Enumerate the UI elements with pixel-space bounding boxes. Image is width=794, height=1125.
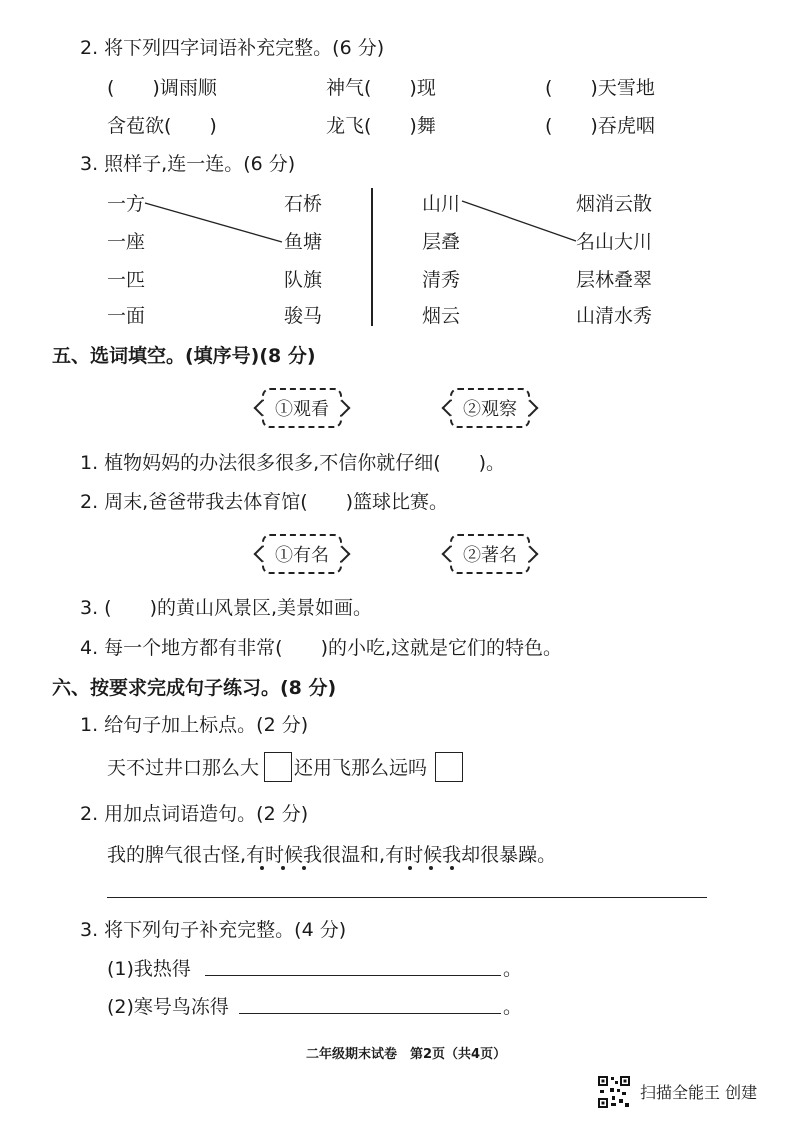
punctuation-box[interactable] [435, 752, 463, 782]
sec6-q1-title: 1. 给句子加上标点。(2 分) [80, 714, 309, 736]
emphasis-dot [429, 866, 433, 870]
match-right-word: 山川 [422, 193, 461, 215]
scanner-watermark: 扫描全能王 创建 [640, 1083, 758, 1102]
emphasis-dot [260, 866, 264, 870]
q2-item-1: ( )调雨顺 [107, 77, 217, 99]
match-right-word: 烟云 [422, 305, 461, 327]
match-left-word: 一面 [107, 305, 146, 327]
word-option: ②观察 [463, 399, 517, 420]
word-option-box [450, 388, 530, 428]
punctuation-box[interactable] [264, 752, 292, 782]
match-left-target: 鱼塘 [284, 231, 323, 253]
word-option: ①观看 [275, 399, 329, 420]
sec6-q3-title: 3. 将下列句子补充完整。(4 分) [80, 919, 347, 941]
match-left-word: 一方 [107, 193, 146, 215]
match-left-target: 骏马 [284, 305, 323, 327]
sec5-q1: 1. 植物妈妈的办法很多很多,不信你就仔细( )。 [80, 452, 506, 474]
q2-title: 2. 将下列四字词语补充完整。(6 分) [80, 37, 385, 59]
q2-item-3: ( )天雪地 [545, 77, 655, 99]
emphasis-dot [302, 866, 306, 870]
answer-line[interactable] [107, 897, 707, 898]
sec5-title: 五、选词填空。(填序号)(8 分) [52, 345, 316, 367]
q3-period: 。 [503, 996, 523, 1018]
word-option-box [262, 534, 342, 574]
match-right-target: 烟消云散 [576, 193, 653, 215]
match-right-target: 名山大川 [576, 231, 653, 253]
match-right-word: 层叠 [422, 231, 461, 253]
sec6-q2-title: 2. 用加点词语造句。(2 分) [80, 803, 309, 825]
answer-line[interactable] [205, 975, 501, 976]
punct-sentence-part2: 还用飞那么远吗 [294, 757, 428, 779]
match-left-word: 一匹 [107, 269, 146, 291]
word-option-box [262, 388, 342, 428]
match-right-word: 清秀 [422, 269, 461, 291]
page-footer: 二年级期末试卷 第2页（共4页） [306, 1047, 507, 1062]
sec5-q3: 3. ( )的黄山风景区,美景如画。 [80, 597, 373, 619]
emphasis-dot [408, 866, 412, 870]
emphasis-dot [450, 866, 454, 870]
q2-item-2: 神气( )现 [326, 77, 436, 99]
example-line-left [145, 203, 282, 242]
word-option: ①有名 [275, 545, 329, 566]
q3-period: 。 [503, 958, 523, 980]
answer-line[interactable] [239, 1013, 501, 1014]
match-left-target: 队旗 [284, 269, 323, 291]
sec5-q2: 2. 周末,爸爸带我去体育馆( )篮球比赛。 [80, 491, 449, 513]
qr-code-icon [597, 1075, 631, 1109]
q2-example-sentence: 我的脾气很古怪,有时候我很温和,有时候我却很暴躁。 [107, 844, 557, 866]
matching-lines [0, 0, 794, 340]
word-option: ②著名 [463, 545, 517, 566]
q2-item-5: 龙飞( )舞 [326, 115, 436, 137]
match-right-target: 层林叠翠 [576, 269, 653, 291]
emphasis-dot [281, 866, 285, 870]
match-left-target: 石桥 [284, 193, 323, 215]
word-option-box [450, 534, 530, 574]
match-left-word: 一座 [107, 231, 146, 253]
q2-item-4: 含苞欲( ) [107, 115, 217, 137]
punct-sentence-part1: 天不过井口那么大 [107, 757, 260, 779]
q3-item-b: (2)寒号鸟冻得 [107, 996, 229, 1018]
q3-item-a: (1)我热得 [107, 958, 191, 980]
match-right-target: 山清水秀 [576, 305, 653, 327]
q3-title: 3. 照样子,连一连。(6 分) [80, 153, 296, 175]
sec6-title: 六、按要求完成句子练习。(8 分) [52, 677, 337, 699]
q2-item-6: ( )吞虎咽 [545, 115, 655, 137]
sec5-q4: 4. 每一个地方都有非常( )的小吃,这就是它们的特色。 [80, 637, 563, 659]
example-line-right [462, 201, 576, 241]
